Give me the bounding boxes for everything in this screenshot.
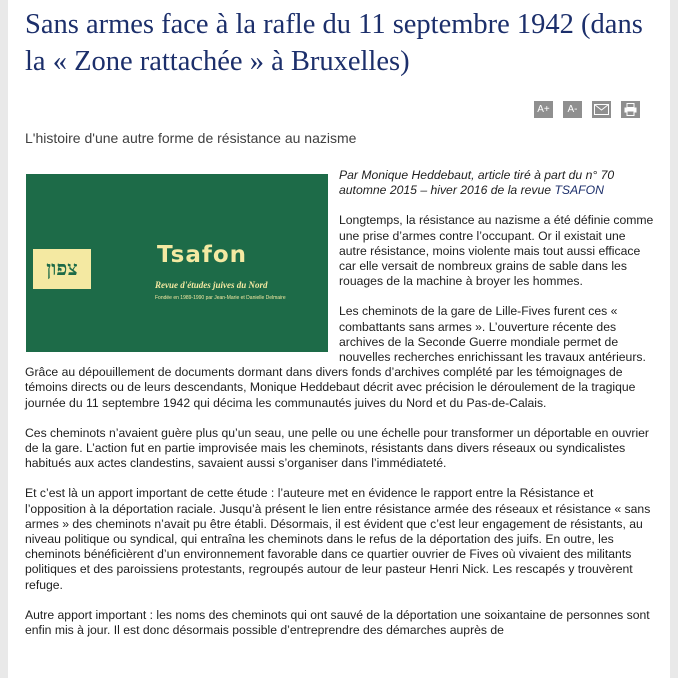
article-body [25, 168, 655, 653]
decrease-font-button[interactable] [563, 101, 582, 118]
byline-text: Par Monique Heddebaut, article tiré à part du n° 70 automne 2015 – hiver 2016 de la revue [339, 168, 615, 198]
tsafon-link[interactable]: TSAFON [554, 183, 604, 198]
article-title: Sans armes face à la rafle du 11 septembre 1942 (dans la « Zone rattachée » à Bruxelles) [25, 9, 643, 77]
decrease-font-label: A- [567, 104, 578, 115]
logo-founded-text: Fondée en 1989-1990 par Jean-Marie et Danielle Delmaire [155, 295, 286, 301]
logo-name: Tsafon [157, 242, 248, 268]
email-button[interactable] [592, 101, 611, 118]
article-page [8, 0, 670, 678]
paragraph-2: Les cheminots de la gare de Lille-Fives furent ces « combattants sans armes ». L’ouverture récente des archives de la Seconde Guerre mondiale permet de nouvelles recherches enrichissant les travaux antérieurs. Grâce au dépouillement de documents dormant dans divers fonds d’archives complété par les témoignages de témoins directs ou de leurs descendants, Monique Heddebaut décrit avec précision le déroulement de la tragique journée du 11 septembre 1942 qui décima les communautés juives du Nord et du Pas-de-Calais. [25, 304, 646, 410]
paragraph-4: Et c’est là un apport important de cette étude : l’auteure met en évidence le rapport entre la Résistance et l’opposition à la déportation raciale. Jusqu’à présent le lien entre résistance armée des réseaux et résistance « sans armes » des cheminots n’avait pu être établi. Désormais, il est évident que c’est leur engagement de résistants, au niveau politique ou syndical, qui entraîna les cheminots dans le refus de la déportation des juifs. En outre, les cheminots bénéficièrent d’un environnement favorable dans ce quartier ouvrier de Fives où vivaient des militants politiques et des paroissiens protestants, regroupés autour de leur pasteur Henri Nick. Les rescapés y trouvèrent refuge. [25, 486, 651, 592]
envelope-icon [594, 104, 609, 115]
printer-icon [624, 103, 637, 116]
logo-tagline: Revue d'études juives du Nord [155, 280, 268, 290]
increase-font-button[interactable] [534, 101, 553, 118]
logo-hebrew-text: צפון [33, 249, 91, 289]
paragraph-1: Longtemps, la résistance au nazisme a été définie comme une prise d’armes contre l’occupant. Or il existait une autre résistance, moins violente mais tout aussi efficace car elle versait de nombreux grains de sable dans les rouages de la machine à broyer les hommes. [339, 213, 654, 289]
article-tools [534, 101, 640, 118]
tsafon-logo-image [26, 174, 328, 352]
paragraph-3: Ces cheminots n’avaient guère plus qu’un seau, une pelle ou une échelle pour transformer un déportable en ouvrier de la gare. L’action fut en partie improvisée mais les cheminots, résistants dans divers réseaux ou syndicalistes habitués aux actes clandestins, savaient aussi s’organiser dans l’immédiateté. [25, 425, 649, 471]
article-subtitle: L'histoire d'une autre forme de résistance au nazisme [25, 130, 357, 146]
paragraph-5: Autre apport important : les noms des cheminots qui ont sauvé de la déportation une soixantaine de personnes sont enfin mis à jour. Il est donc désormais possible d’entreprendre des démarches auprès de [25, 607, 650, 638]
increase-font-label: A+ [537, 104, 550, 115]
print-button[interactable] [621, 101, 640, 118]
